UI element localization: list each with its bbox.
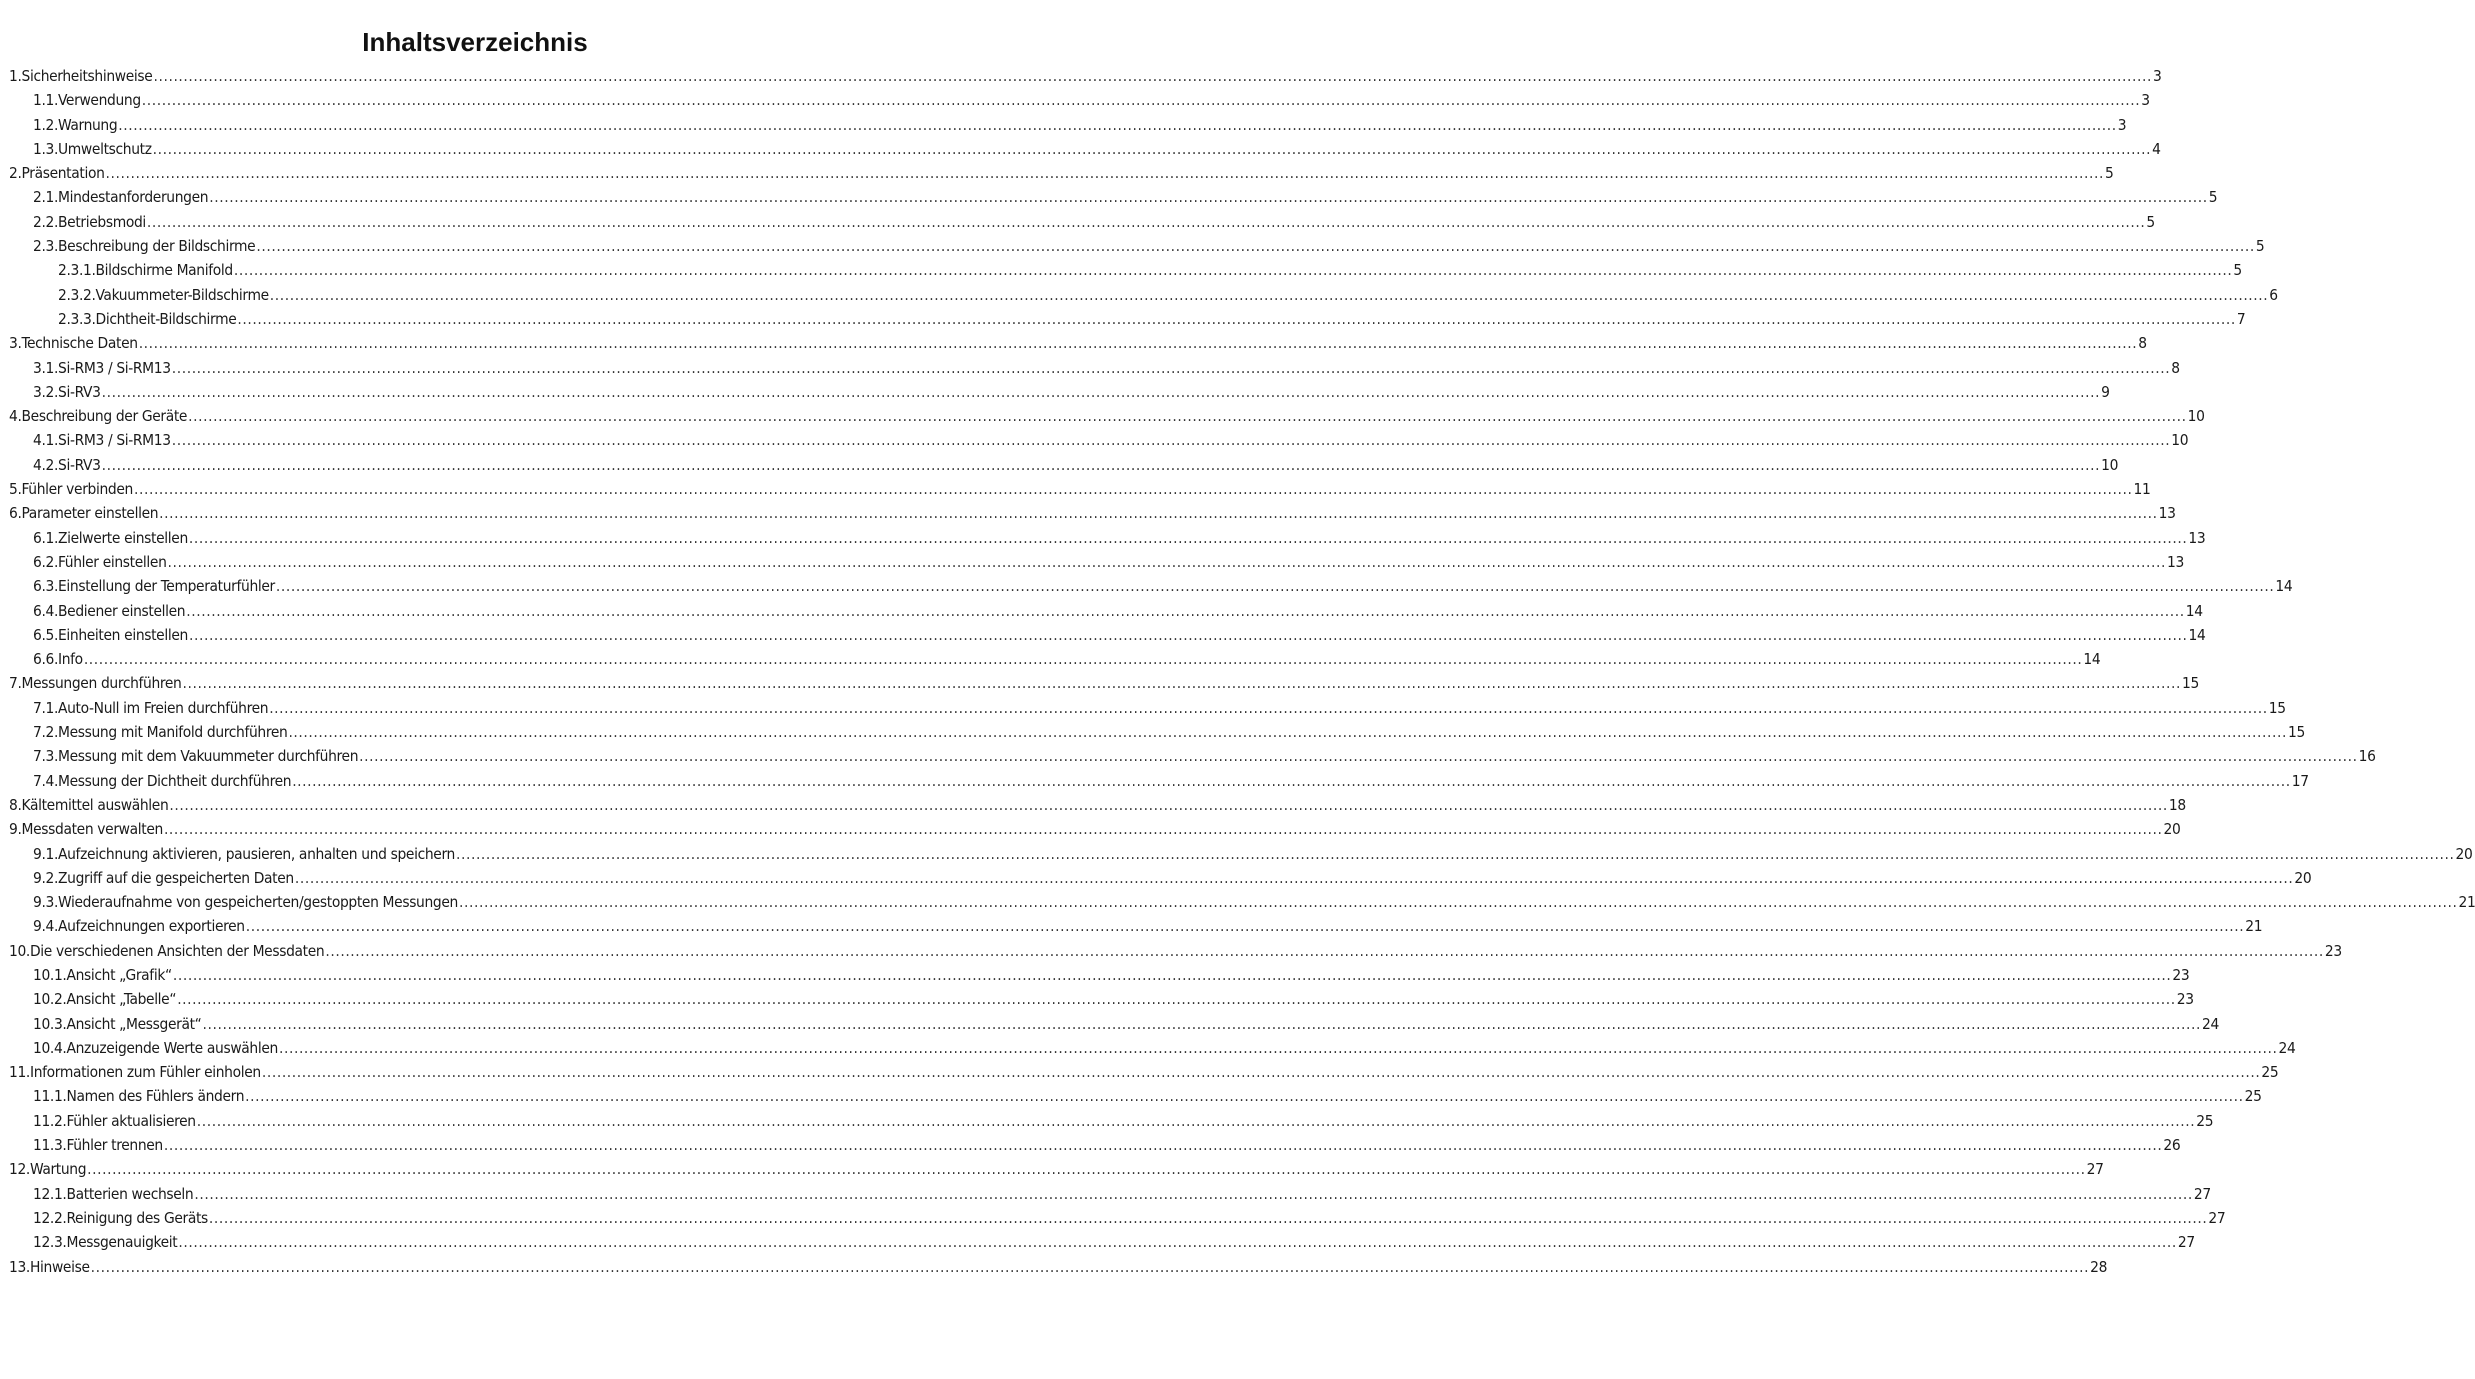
toc-entry-label: 6.6.Info bbox=[33, 650, 83, 669]
toc-entry-label: 11.Informationen zum Fühler einholen bbox=[9, 1063, 261, 1082]
toc-entry[interactable] bbox=[9, 161, 2114, 185]
toc-dot-leader: ................................................................................................................................................................................................................................................................................................................................................................................................................ bbox=[186, 601, 2185, 620]
toc-entry[interactable] bbox=[9, 1230, 2195, 1254]
toc-dot-leader: ................................................................................................................................................................................................................................................................................................................................................................................................................ bbox=[237, 309, 2236, 328]
toc-entry-page-number: 9 bbox=[2101, 382, 2110, 401]
toc-entry-label: 6.2.Fühler einstellen bbox=[33, 552, 167, 571]
toc-dot-leader: ................................................................................................................................................................................................................................................................................................................................................................................................................ bbox=[458, 893, 2458, 912]
toc-entry-page-number: 11 bbox=[2133, 480, 2151, 499]
toc-entry-label: 7.Messungen durchführen bbox=[9, 674, 182, 693]
toc-entry[interactable] bbox=[9, 283, 2278, 307]
toc-entry[interactable] bbox=[9, 137, 2161, 161]
toc-entry-page-number: 23 bbox=[2172, 965, 2190, 984]
toc-entry-page-number: 25 bbox=[2196, 1111, 2214, 1130]
toc-entry-label: 2.3.3.Dichtheit-Bildschirme bbox=[58, 309, 237, 328]
toc-entry-label: 10.4.Anzuzeigende Werte auswählen bbox=[33, 1038, 278, 1057]
toc-entry-page-number: 3 bbox=[2117, 115, 2127, 134]
toc-dot-leader: ................................................................................................................................................................................................................................................................................................................................................................................................................ bbox=[152, 139, 2152, 158]
toc-entry-page-number: 27 bbox=[2208, 1208, 2226, 1227]
page-title: Inhaltsverzeichnis bbox=[362, 27, 588, 58]
toc-entry-label: 3.1.Si-RM3 / Si-RM13 bbox=[33, 358, 171, 377]
toc-entry[interactable] bbox=[9, 696, 2286, 720]
toc-entry-label: 2.2.Betriebsmodi bbox=[33, 212, 146, 231]
toc-entry[interactable] bbox=[9, 477, 2151, 501]
toc-entry-page-number: 14 bbox=[2083, 650, 2101, 669]
toc-entry-page-number: 14 bbox=[2275, 577, 2293, 596]
toc-entry-page-number: 25 bbox=[2244, 1087, 2262, 1106]
toc-entry[interactable] bbox=[9, 404, 2205, 428]
toc-dot-leader: ................................................................................................................................................................................................................................................................................................................................................................................................................ bbox=[83, 650, 2083, 669]
toc-entry[interactable] bbox=[9, 1133, 2181, 1157]
toc-entry[interactable] bbox=[9, 1012, 2220, 1036]
toc-entry-label: 7.1.Auto-Null im Freien durchführen bbox=[33, 698, 269, 717]
toc-entry-page-number: 13 bbox=[2167, 552, 2185, 571]
toc-entry-label: 7.3.Messung mit dem Vakuummeter durchführen bbox=[33, 747, 359, 766]
toc-entry-label: 13.Hinweise bbox=[9, 1257, 90, 1276]
toc-entry[interactable] bbox=[9, 1060, 2279, 1084]
toc-entry[interactable] bbox=[9, 185, 2218, 209]
toc-entry-label: 10.3.Ansicht „Messgerät“ bbox=[33, 1014, 202, 1033]
toc-entry[interactable] bbox=[9, 963, 2190, 987]
toc-dot-leader: ................................................................................................................................................................................................................................................................................................................................................................................................................ bbox=[90, 1257, 2090, 1276]
toc-entry-label: 11.3.Fühler trennen bbox=[33, 1136, 163, 1155]
toc-entry-label: 2.3.1.Bildschirme Manifold bbox=[58, 261, 233, 280]
toc-entry-page-number: 27 bbox=[2086, 1160, 2104, 1179]
toc-entry-page-number: 5 bbox=[2255, 237, 2265, 256]
toc-entry[interactable] bbox=[9, 331, 2147, 355]
toc-entry-label: 1.2.Warnung bbox=[33, 115, 118, 134]
toc-entry-label: 9.3.Wiederaufnahme von gespeicherten/gestoppten Messungen bbox=[33, 893, 458, 912]
toc-entry-page-number: 10 bbox=[2171, 431, 2189, 450]
toc-entry-page-number: 24 bbox=[2202, 1014, 2220, 1033]
toc-dot-leader: ................................................................................................................................................................................................................................................................................................................................................................................................................ bbox=[163, 1136, 2163, 1155]
toc-entry[interactable] bbox=[9, 380, 2110, 404]
toc-entry-page-number: 24 bbox=[2278, 1038, 2296, 1057]
toc-dot-leader: ................................................................................................................................................................................................................................................................................................................................................................................................................ bbox=[325, 941, 2324, 960]
toc-dot-leader: ................................................................................................................................................................................................................................................................................................................................................................................................................ bbox=[172, 965, 2172, 984]
toc-entry[interactable] bbox=[9, 842, 2473, 866]
toc-dot-leader: ................................................................................................................................................................................................................................................................................................................................................................................................................ bbox=[194, 1184, 2193, 1203]
toc-entry-page-number: 14 bbox=[2188, 625, 2206, 644]
toc-entry[interactable] bbox=[9, 720, 2305, 744]
toc-entry-label: 1.1.Verwendung bbox=[33, 91, 141, 110]
toc-entry-label: 12.3.Messgenauigkeit bbox=[33, 1233, 178, 1252]
toc-entry-page-number: 3 bbox=[2141, 91, 2150, 110]
toc-entry-label: 4.2.Si-RV3 bbox=[33, 455, 101, 474]
toc-dot-leader: ................................................................................................................................................................................................................................................................................................................................................................................................................ bbox=[288, 723, 2287, 742]
toc-dot-leader: ................................................................................................................................................................................................................................................................................................................................................................................................................ bbox=[245, 1087, 2244, 1106]
toc-dot-leader: ................................................................................................................................................................................................................................................................................................................................................................................................................ bbox=[208, 1208, 2208, 1227]
toc-entry-label: 10.2.Ansicht „Tabelle“ bbox=[33, 990, 177, 1009]
toc-dot-leader: ................................................................................................................................................................................................................................................................................................................................................................................................................ bbox=[171, 431, 2171, 450]
toc-entry-page-number: 6 bbox=[2269, 285, 2278, 304]
toc-entry-label: 12.Wartung bbox=[9, 1160, 87, 1179]
toc-entry-label: 6.3.Einstellung der Temperaturfühler bbox=[33, 577, 275, 596]
toc-entry[interactable] bbox=[9, 210, 2155, 234]
toc-dot-leader: ................................................................................................................................................................................................................................................................................................................................................................................................................ bbox=[133, 480, 2133, 499]
toc-entry-label: 7.2.Messung mit Manifold durchführen bbox=[33, 723, 288, 742]
toc-entry[interactable] bbox=[9, 914, 2263, 938]
toc-entry-page-number: 5 bbox=[2233, 261, 2242, 280]
toc-entry-label: 9.4.Aufzeichnungen exportieren bbox=[33, 917, 245, 936]
toc-dot-leader: ................................................................................................................................................................................................................................................................................................................................................................................................................ bbox=[202, 1014, 2201, 1033]
toc-entry-label: 9.1.Aufzeichnung aktivieren, pausieren, anhalten und speichern bbox=[33, 844, 455, 863]
toc-entry-label: 9.Messdaten verwalten bbox=[9, 820, 163, 839]
toc-entry-page-number: 17 bbox=[2291, 771, 2309, 790]
toc-entry-page-number: 21 bbox=[2245, 917, 2263, 936]
toc-entry-page-number: 28 bbox=[2090, 1257, 2108, 1276]
toc-entry-label: 6.5.Einheiten einstellen bbox=[33, 625, 188, 644]
toc-entry[interactable] bbox=[9, 1036, 2296, 1060]
toc-entry-label: 4.1.Si-RM3 / Si-RM13 bbox=[33, 431, 171, 450]
toc-entry[interactable] bbox=[9, 769, 2309, 793]
toc-entry-page-number: 27 bbox=[2177, 1233, 2195, 1252]
toc-entry-page-number: 5 bbox=[2105, 164, 2114, 183]
toc-entry-page-number: 20 bbox=[2163, 820, 2181, 839]
toc-entry[interactable] bbox=[9, 428, 2189, 452]
toc-entry[interactable] bbox=[9, 1084, 2262, 1108]
toc-entry-page-number: 21 bbox=[2458, 893, 2475, 912]
toc-entry-page-number: 18 bbox=[2168, 795, 2186, 814]
toc-dot-leader: ................................................................................................................................................................................................................................................................................................................................................................................................................ bbox=[118, 115, 2117, 134]
toc-entry-label: 3.Technische Daten bbox=[9, 334, 138, 353]
toc-entry[interactable] bbox=[9, 890, 2475, 914]
toc-entry-page-number: 15 bbox=[2181, 674, 2199, 693]
toc-entry-label: 6.1.Zielwerte einstellen bbox=[33, 528, 188, 547]
toc-entry-label: 12.1.Batterien wechseln bbox=[33, 1184, 194, 1203]
toc-entry[interactable] bbox=[9, 987, 2194, 1011]
toc-entry[interactable] bbox=[9, 599, 2203, 623]
toc-entry[interactable] bbox=[9, 453, 2119, 477]
toc-entry-page-number: 8 bbox=[2138, 334, 2147, 353]
toc-entry-label: 2.3.2.Vakuummeter-Bildschirme bbox=[58, 285, 269, 304]
toc-dot-leader: ................................................................................................................................................................................................................................................................................................................................................................................................................ bbox=[138, 334, 2138, 353]
toc-entry[interactable] bbox=[9, 258, 2242, 282]
toc-dot-leader: ................................................................................................................................................................................................................................................................................................................................................................................................................ bbox=[188, 407, 2187, 426]
toc-entry-label: 3.2.Si-RV3 bbox=[33, 382, 101, 401]
toc-entry-label: 11.2.Fühler aktualisieren bbox=[33, 1111, 196, 1130]
toc-dot-leader: ................................................................................................................................................................................................................................................................................................................................................................................................................ bbox=[178, 1233, 2177, 1252]
toc-entry-label: 8.Kältemittel auswählen bbox=[9, 795, 169, 814]
toc-entry-page-number: 25 bbox=[2261, 1063, 2279, 1082]
toc-entry-label: 12.2.Reinigung des Geräts bbox=[33, 1208, 208, 1227]
table-of-contents bbox=[9, 64, 2475, 1279]
toc-entry-page-number: 4 bbox=[2152, 139, 2161, 158]
toc-entry-label: 1.Sicherheitshinweise bbox=[9, 67, 153, 85]
toc-entry-page-number: 14 bbox=[2185, 601, 2203, 620]
toc-dot-leader: ................................................................................................................................................................................................................................................................................................................................................................................................................ bbox=[275, 577, 2275, 596]
toc-entry-label: 9.2.Zugriff auf die gespeicherten Daten bbox=[33, 868, 294, 887]
toc-dot-leader: ................................................................................................................................................................................................................................................................................................................................................................................................................ bbox=[261, 1063, 2261, 1082]
toc-entry-page-number: 8 bbox=[2171, 358, 2180, 377]
toc-entry-label: 10.Die verschiedenen Ansichten der Messdaten bbox=[9, 941, 325, 960]
toc-entry[interactable] bbox=[9, 1182, 2211, 1206]
toc-entry[interactable] bbox=[9, 307, 2246, 331]
toc-entry-page-number: 5 bbox=[2146, 212, 2155, 231]
toc-entry[interactable] bbox=[9, 817, 2181, 841]
toc-entry-page-number: 10 bbox=[2101, 455, 2119, 474]
toc-entry-label: 11.1.Namen des Fühlers ändern bbox=[33, 1087, 245, 1106]
toc-dot-leader: ................................................................................................................................................................................................................................................................................................................................................................................................................ bbox=[101, 455, 2101, 474]
toc-dot-leader: ................................................................................................................................................................................................................................................................................................................................................................................................................ bbox=[167, 552, 2166, 571]
toc-entry-label: 1.3.Umweltschutz bbox=[33, 139, 152, 158]
toc-entry-label: 7.4.Messung der Dichtheit durchführen bbox=[33, 771, 292, 790]
toc-dot-leader: ................................................................................................................................................................................................................................................................................................................................................................................................................ bbox=[292, 771, 2291, 790]
toc-entry[interactable] bbox=[9, 939, 2342, 963]
toc-entry[interactable] bbox=[9, 793, 2186, 817]
toc-entry[interactable] bbox=[9, 64, 2162, 88]
toc-dot-leader: ................................................................................................................................................................................................................................................................................................................................................................................................................ bbox=[196, 1111, 2196, 1130]
toc-entry[interactable] bbox=[9, 866, 2312, 890]
toc-entry-page-number: 5 bbox=[2208, 188, 2218, 207]
toc-dot-leader: ................................................................................................................................................................................................................................................................................................................................................................................................................ bbox=[188, 528, 2188, 547]
toc-entry-label: 5.Fühler verbinden bbox=[9, 480, 133, 499]
toc-entry-page-number: 16 bbox=[2358, 747, 2376, 766]
toc-dot-leader: ................................................................................................................................................................................................................................................................................................................................................................................................................ bbox=[141, 91, 2141, 110]
toc-entry[interactable] bbox=[9, 623, 2206, 647]
toc-entry-label: 2.Präsentation bbox=[9, 164, 105, 183]
toc-entry-label: 2.1.Mindestanforderungen bbox=[33, 188, 209, 207]
toc-dot-leader: ................................................................................................................................................................................................................................................................................................................................................................................................................ bbox=[105, 164, 2104, 183]
toc-dot-leader: ................................................................................................................................................................................................................................................................................................................................................................................................................ bbox=[182, 674, 2181, 693]
toc-entry-page-number: 23 bbox=[2324, 941, 2342, 960]
toc-entry-label: 2.3.Beschreibung der Bildschirme bbox=[33, 237, 256, 256]
toc-dot-leader: ................................................................................................................................................................................................................................................................................................................................................................................................................ bbox=[153, 67, 2152, 85]
toc-entry[interactable] bbox=[9, 88, 2150, 112]
toc-entry-page-number: 10 bbox=[2187, 407, 2205, 426]
toc-entry[interactable] bbox=[9, 1157, 2104, 1181]
toc-dot-leader: ................................................................................................................................................................................................................................................................................................................................................................................................................ bbox=[169, 795, 2168, 814]
toc-entry[interactable] bbox=[9, 234, 2265, 258]
toc-entry[interactable] bbox=[9, 113, 2127, 137]
toc-entry[interactable] bbox=[9, 671, 2199, 695]
toc-entry[interactable] bbox=[9, 647, 2101, 671]
toc-dot-leader: ................................................................................................................................................................................................................................................................................................................................................................................................................ bbox=[278, 1038, 2278, 1057]
toc-entry[interactable] bbox=[9, 501, 2176, 525]
toc-dot-leader: ................................................................................................................................................................................................................................................................................................................................................................................................................ bbox=[188, 625, 2188, 644]
toc-entry-label: 4.Beschreibung der Geräte bbox=[9, 407, 188, 426]
toc-entry[interactable] bbox=[9, 1109, 2214, 1133]
toc-entry-page-number: 15 bbox=[2287, 723, 2305, 742]
toc-entry[interactable] bbox=[9, 574, 2293, 598]
toc-entry-page-number: 27 bbox=[2193, 1184, 2211, 1203]
toc-entry-page-number: 20 bbox=[2455, 844, 2473, 863]
toc-dot-leader: ................................................................................................................................................................................................................................................................................................................................................................................................................ bbox=[159, 504, 2158, 523]
toc-dot-leader: ................................................................................................................................................................................................................................................................................................................................................................................................................ bbox=[455, 844, 2455, 863]
toc-dot-leader: ................................................................................................................................................................................................................................................................................................................................................................................................................ bbox=[171, 358, 2171, 377]
toc-entry-page-number: 7 bbox=[2236, 309, 2246, 328]
toc-entry[interactable] bbox=[9, 1206, 2226, 1230]
toc-entry-page-number: 13 bbox=[2188, 528, 2206, 547]
toc-dot-leader: ................................................................................................................................................................................................................................................................................................................................................................................................................ bbox=[359, 747, 2358, 766]
toc-dot-leader: ................................................................................................................................................................................................................................................................................................................................................................................................................ bbox=[146, 212, 2146, 231]
toc-dot-leader: ................................................................................................................................................................................................................................................................................................................................................................................................................ bbox=[269, 285, 2269, 304]
toc-dot-leader: ................................................................................................................................................................................................................................................................................................................................................................................................................ bbox=[233, 261, 2233, 280]
toc-entry[interactable] bbox=[9, 526, 2206, 550]
toc-entry-page-number: 20 bbox=[2294, 868, 2312, 887]
toc-entry-label: 6.Parameter einstellen bbox=[9, 504, 159, 523]
toc-entry-page-number: 23 bbox=[2176, 990, 2194, 1009]
toc-dot-leader: ................................................................................................................................................................................................................................................................................................................................................................................................................ bbox=[269, 698, 2268, 717]
toc-dot-leader: ................................................................................................................................................................................................................................................................................................................................................................................................................ bbox=[294, 868, 2294, 887]
toc-dot-leader: ................................................................................................................................................................................................................................................................................................................................................................................................................ bbox=[87, 1160, 2086, 1179]
toc-entry-page-number: 3 bbox=[2152, 67, 2162, 85]
toc-entry-page-number: 26 bbox=[2163, 1136, 2181, 1155]
toc-entry-page-number: 15 bbox=[2268, 698, 2286, 717]
toc-entry[interactable] bbox=[9, 550, 2185, 574]
toc-entry[interactable] bbox=[9, 744, 2376, 768]
toc-dot-leader: ................................................................................................................................................................................................................................................................................................................................................................................................................ bbox=[101, 382, 2101, 401]
toc-dot-leader: ................................................................................................................................................................................................................................................................................................................................................................................................................ bbox=[256, 237, 2255, 256]
toc-entry[interactable] bbox=[9, 356, 2180, 380]
toc-entry-label: 10.1.Ansicht „Grafik“ bbox=[33, 965, 172, 984]
toc-dot-leader: ................................................................................................................................................................................................................................................................................................................................................................................................................ bbox=[177, 990, 2176, 1009]
toc-entry-label: 6.4.Bediener einstellen bbox=[33, 601, 186, 620]
toc-entry[interactable] bbox=[9, 1255, 2108, 1279]
toc-entry-page-number: 13 bbox=[2158, 504, 2176, 523]
toc-dot-leader: ................................................................................................................................................................................................................................................................................................................................................................................................................ bbox=[245, 917, 2245, 936]
toc-dot-leader: ................................................................................................................................................................................................................................................................................................................................................................................................................ bbox=[209, 188, 2208, 207]
toc-dot-leader: ................................................................................................................................................................................................................................................................................................................................................................................................................ bbox=[163, 820, 2163, 839]
